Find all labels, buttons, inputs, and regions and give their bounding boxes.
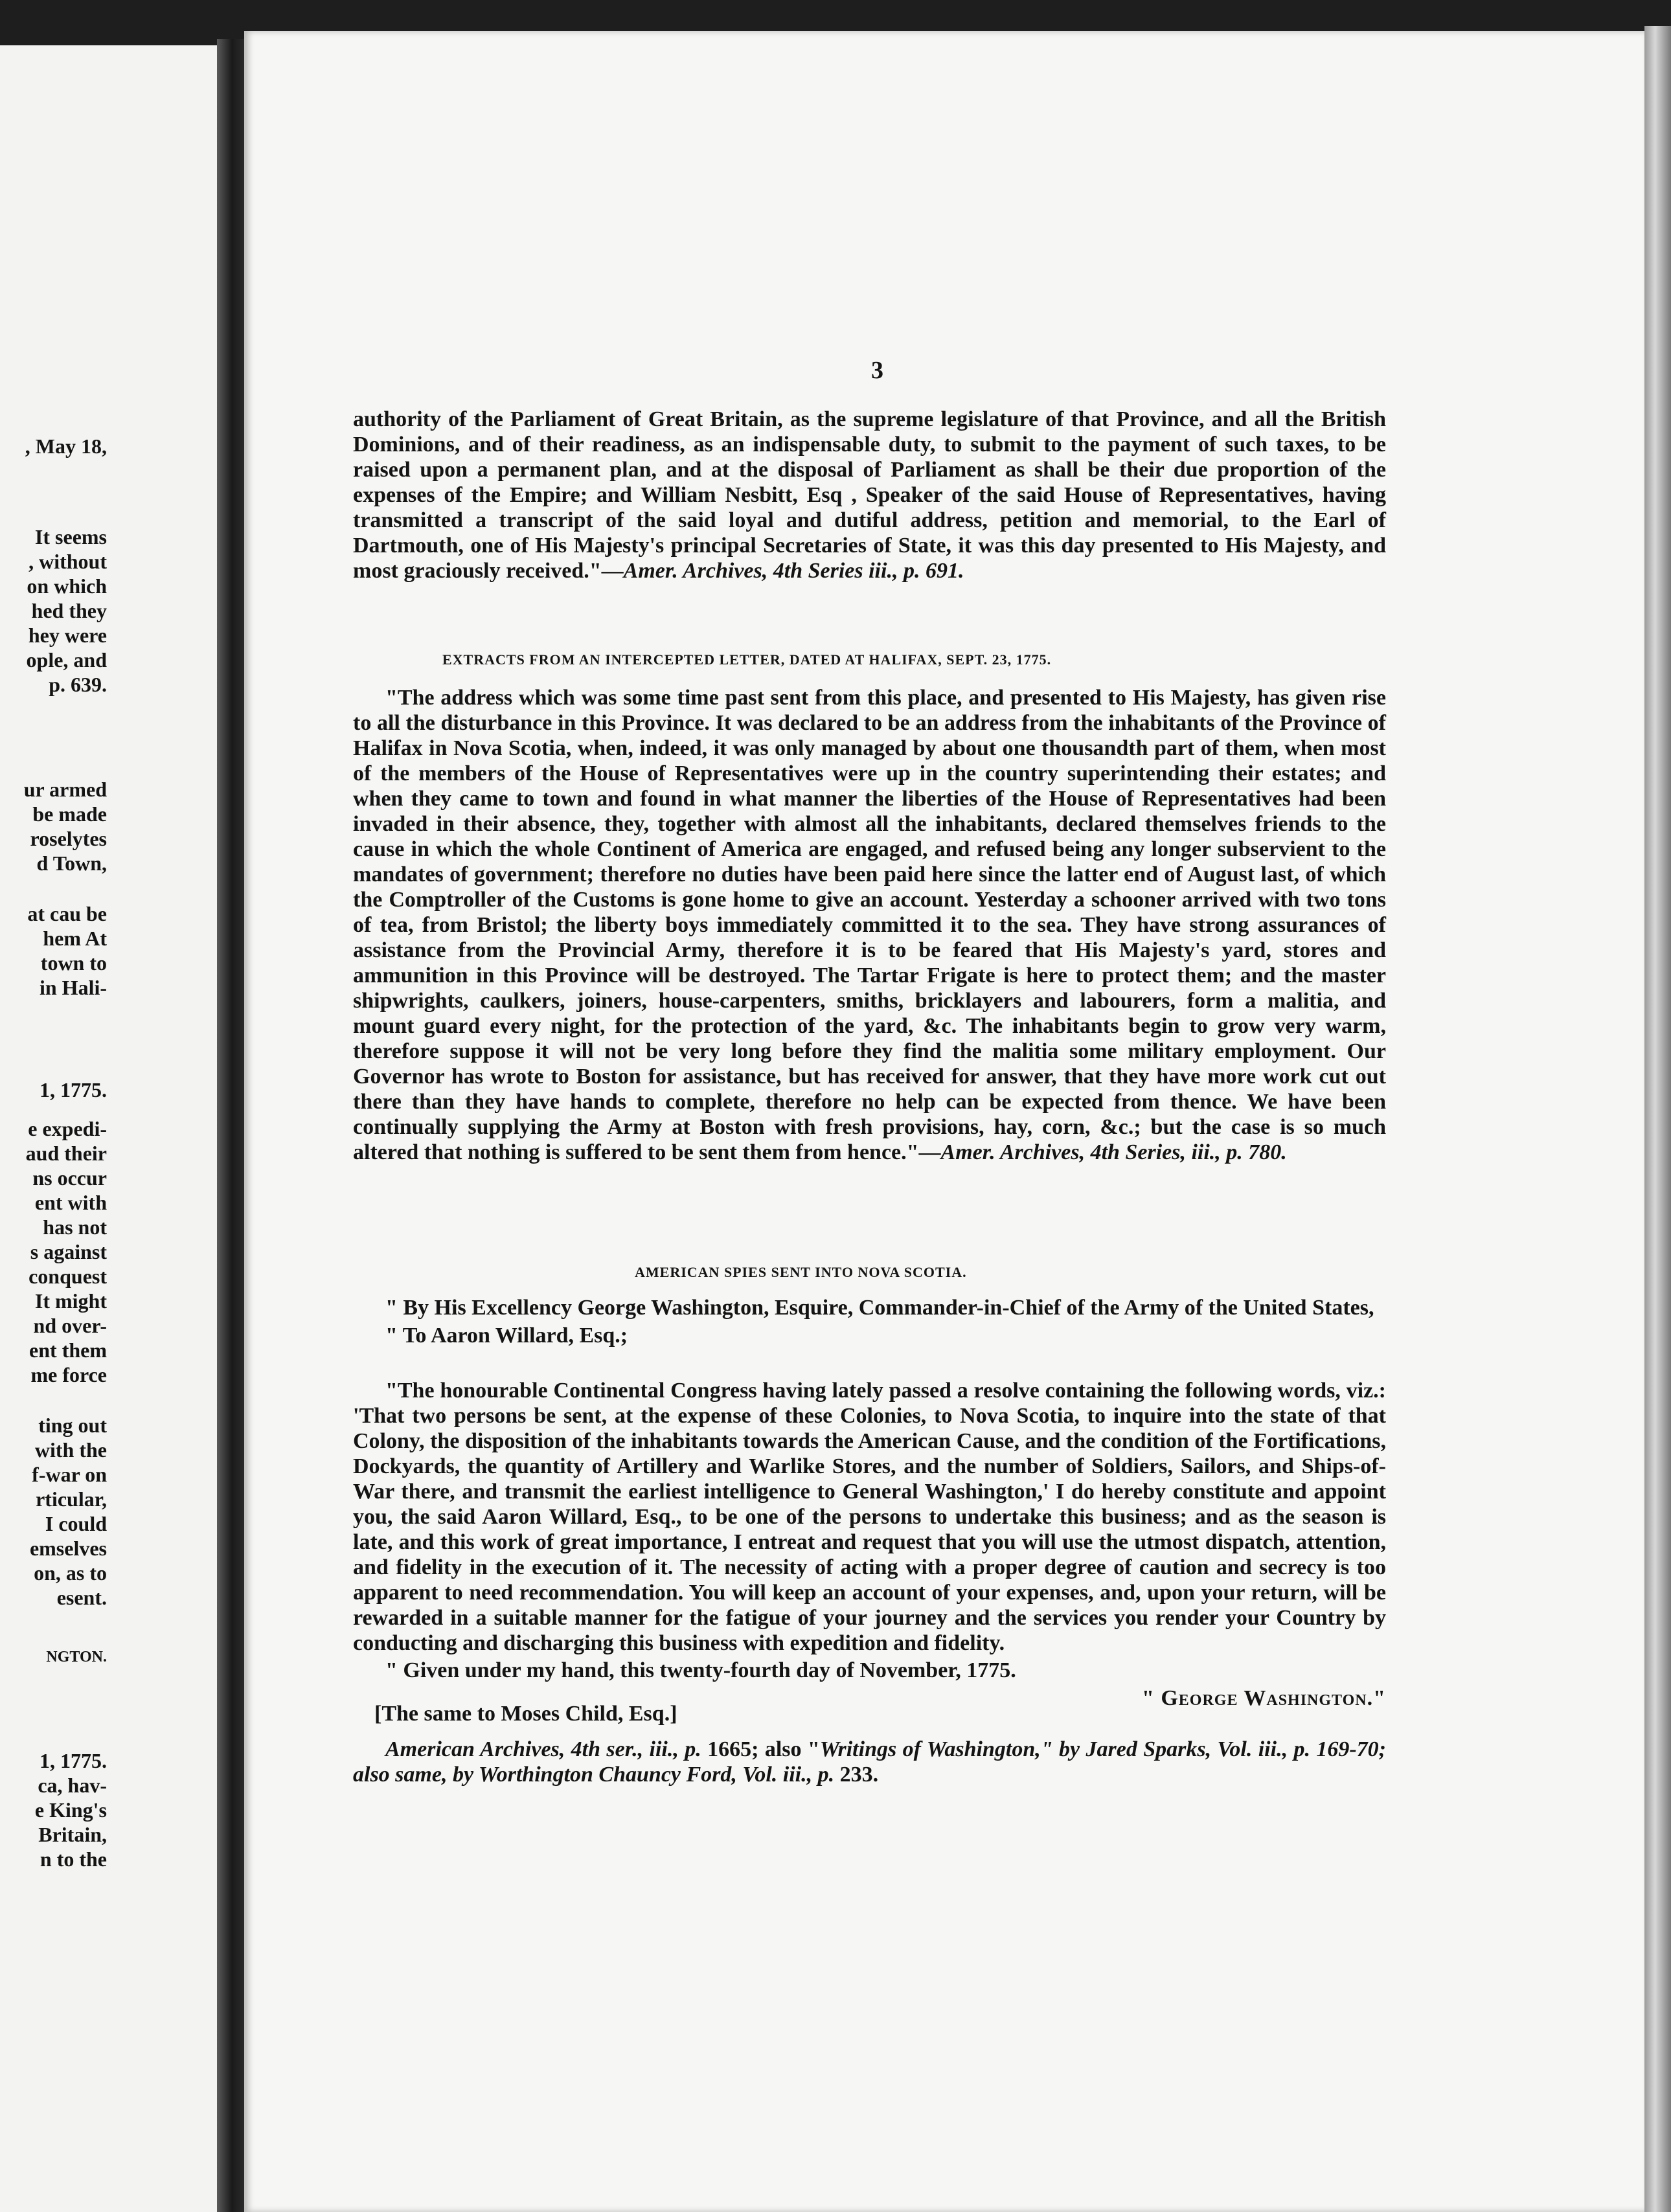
left-fragment: on which: [27, 574, 107, 598]
left-fragment: ur armed: [23, 778, 107, 801]
left-fragment: hey were: [28, 624, 107, 647]
left-fragment: aud their: [25, 1142, 107, 1165]
left-fragment: with the: [34, 1438, 107, 1462]
source-citation: [353, 1737, 1386, 1787]
opening-citation: Amer. Archives, 4th Series iii., p. 691.: [623, 559, 964, 583]
left-fragment: rticular,: [36, 1487, 107, 1511]
left-fragment: ent with: [34, 1191, 107, 1214]
intercepted-letter-citation: Amer. Archives, 4th Series, iii., p. 780.: [940, 1140, 1287, 1164]
left-fragment: on, as to: [34, 1561, 107, 1585]
page-number: 3: [871, 357, 883, 384]
same-to-moses-child-note: [The same to Moses Child, Esq.]: [374, 1702, 677, 1726]
left-fragment: e King's: [34, 1798, 107, 1822]
left-fragment: 1, 1775.: [40, 1749, 107, 1772]
left-fragment: NGTON.: [46, 1649, 107, 1665]
left-fragment: me force: [30, 1363, 107, 1386]
left-fragment: It might: [34, 1289, 107, 1313]
commission-salutation: [353, 1295, 1386, 1348]
section-heading-american-spies: AMERICAN SPIES SENT INTO NOVA SCOTIA.: [635, 1264, 967, 1280]
left-fragment: esent.: [56, 1586, 107, 1609]
section-heading-intercepted-letter: EXTRACTS FROM AN INTERCEPTED LETTER, DATED AT HALIFAX, SEPT. 23, 1775.: [442, 651, 1052, 668]
left-fragment: d Town,: [36, 852, 107, 875]
left-fragment: ent them: [29, 1338, 107, 1362]
commission-body: "The honourable Continental Congress having lately passed a resolve containing the following words, viz.: 'That two persons be sent, at the expense of these Colonies, to Nova Scotia, to inquire into the state of that Colony, the disposition of the inhabitants towards the American Cause, and the condition of the Fortifications, Dockyards, the quantity of Artillery and Warlike Stores, and the number of Soldiers, Sailors, and Ships-of-War there, and transmit the earliest intelligence to General Washington,' I do hereby constitute and appoint you, the said Aaron Willard, Esq., to be one of the persons to undertake this business; and as the season is late, and this work of great importance, I entreat and request that you will use the utmost dispatch, attention, and fidelity in the execution of it. The necessity of acting with a proper degree of caution and secrecy is too apparent to need recommendation. You will keep an account of your expenses, and, upon your return, will be rewarded in a suitable manner for the fatigue of your journey and the services you render your Country by conducting and discharging this business with expedition and fidelity.: [353, 1379, 1386, 1655]
intercepted-letter-text: "The address which was some time past sent from this place, and presented to His Majesty, has given rise to all the disturbance in this Province. It was declared to be an address from the inhabitants of the Province of Halifax in Nova Scotia, when, indeed, it was only managed by about one thousandth part of them, when most of the members of the House of Representatives were up in the country superintending their estates; and when they came to town and found in what manner the liberties of the House of Representatives had been invaded in their absence, they, together with almost all the inhabitants, declared themselves friends to the cause in which the whole Continent of America are engaged, and refused being any longer subservient to the mandates of government; therefore no duties have been paid here since the latter end of August last, of which the Comptroller of the Customs is gone home to give an account. Yesterday a schooner arrived with two tons of tea, from Bristol; the liberty boys immediately committed it to the sea. They have strong assurances of assistance from the Provincial Army, therefore it is to be feared that His Majesty's yard, stores and ammunition in this Province will be destroyed. The Tartar Frigate is here to protect them; and the master shipwrights, caulkers, joiners, house-carpenters, smiths, bricklayers and labourers, form a malitia, and mount guard every night, for the protection of the yard, &c. The inhabitants begin to grow very warm, therefore suppose it will not be very long before they find the malitia some military employment. Our Governor has wrote to Boston for assistance, but has received for answer, that they have more work cut out there than they have hands to complete, therefore no help can be expected from thence. We have been continually supplying the Army at Boston with fresh provisions, hay, corn, &c.; but the case is so much altered that nothing is suffered to be sent them from hence."—: [353, 686, 1386, 1164]
left-fragment: s against: [30, 1240, 107, 1263]
left-fragment: ns occur: [32, 1166, 107, 1190]
left-fragment: at cau be: [27, 902, 107, 925]
source-citation-part: Writings of Washington," by Jared Sparks, Vol. iii., p. 169-70; also same, by Worthington Chauncy Ford, Vol. iii., p.: [353, 1737, 1386, 1787]
left-fragment: emselves: [29, 1537, 107, 1560]
left-fragment: town to: [40, 951, 107, 975]
left-fragment: , without: [28, 550, 107, 573]
source-citation-part: American Archives, 4th ser., iii., p.: [385, 1737, 701, 1761]
left-facing-page: [0, 45, 220, 2212]
book-gutter: [217, 39, 244, 2212]
left-fragment: , May 18,: [25, 435, 107, 458]
left-fragment: I could: [45, 1512, 107, 1535]
left-fragment: ting out: [38, 1414, 107, 1437]
left-fragment: conquest: [28, 1265, 107, 1288]
left-fragment: 1, 1775.: [40, 1078, 107, 1101]
left-fragment: ca, hav-: [38, 1774, 107, 1797]
opening-paragraph-text: authority of the Parliament of Great Britain, as the supreme legislature of that Province, and all the British Dominions, and of their readiness, as an indispensable duty, to submit to the payment of such taxes, to be raised upon a permanent plan, and at the disposal of Parliament as shall be their due proportion of the expenses of the Empire; and William Nesbitt, Esq , Speaker of the said House of Representatives, having transmitted a transcript of the said loyal and dutiful address, petition and memorial, to the Earl of Dartmouth, one of His Majesty's principal Secretaries of State, it was this day presented to His Majesty, and most graciously received."—: [353, 407, 1386, 583]
left-fragment: ople, and: [26, 648, 107, 672]
commission-given: " Given under my hand, this twenty-fourth day of November, 1775.: [385, 1658, 1016, 1682]
source-citation-part: 233.: [834, 1763, 879, 1787]
left-fragment: n to the: [40, 1847, 107, 1871]
source-citation-part: 1665; also ": [701, 1737, 820, 1761]
left-fragment: nd over-: [33, 1314, 107, 1337]
page-edge: [1644, 26, 1671, 2212]
left-fragment: e expedi-: [28, 1117, 107, 1140]
left-fragment: roselytes: [30, 827, 107, 850]
commission-header: " By His Excellency George Washington, Esquire, Commander-in-Chief of the Army of the United States,: [385, 1296, 1374, 1320]
signature-george-washington: " George Washington.": [1141, 1686, 1386, 1710]
left-fragment: hem At: [43, 927, 107, 950]
left-fragment: in Hali-: [39, 976, 107, 999]
left-fragment: has not: [43, 1215, 107, 1239]
left-fragment: It seems: [34, 525, 107, 548]
left-fragment: hed they: [31, 599, 107, 622]
commission-addressee: " To Aaron Willard, Esq.;: [385, 1324, 628, 1348]
left-fragment: p. 639.: [49, 673, 107, 696]
left-fragment: f-war on: [32, 1463, 107, 1486]
left-fragment: be made: [32, 802, 107, 826]
opening-paragraph: [353, 407, 1386, 583]
left-fragment: Britain,: [38, 1823, 107, 1846]
intercepted-letter-body: [353, 685, 1386, 1165]
